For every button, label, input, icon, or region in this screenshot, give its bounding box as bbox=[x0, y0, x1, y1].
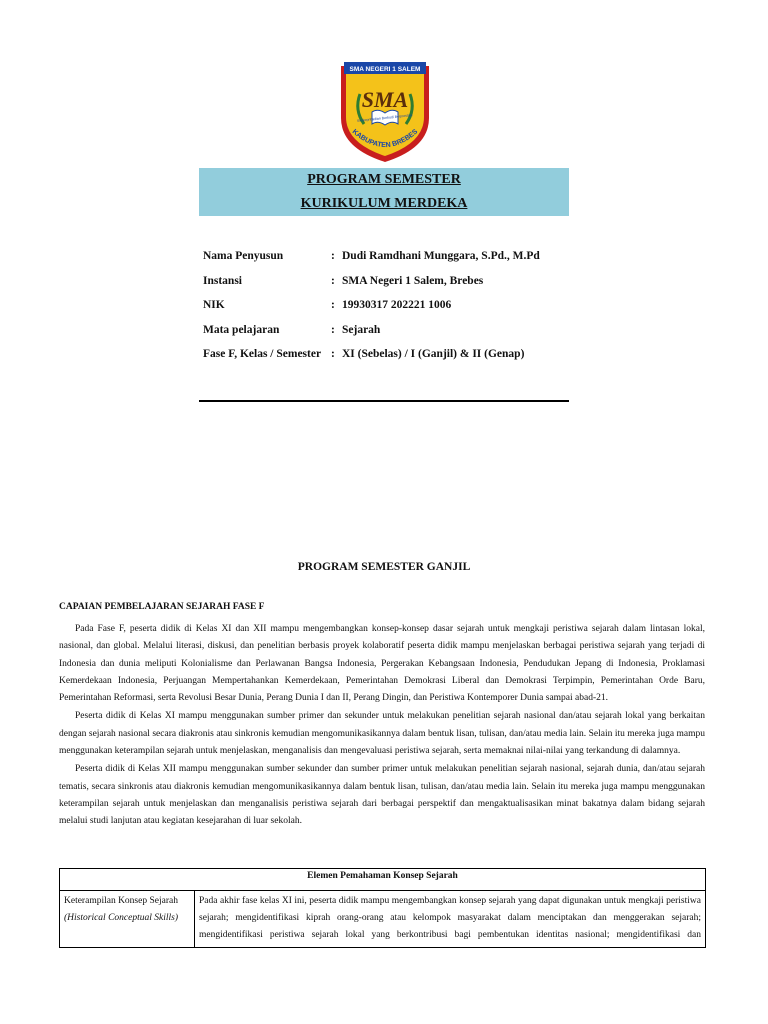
table-key-italic: (Historical Conceptual Skills) bbox=[64, 913, 178, 923]
table-key: Keterampilan Konsep Sejarah bbox=[64, 896, 178, 906]
logo-bottom-text: KABUPATEN BREBES bbox=[350, 128, 420, 150]
elemen-table bbox=[59, 868, 706, 948]
info-value: Sejarah bbox=[342, 323, 381, 336]
section-title: PROGRAM SEMESTER GANJIL bbox=[297, 561, 471, 573]
info-separator: : bbox=[331, 274, 335, 287]
doc-title-line1: PROGRAM SEMESTER bbox=[307, 172, 461, 187]
table-row bbox=[60, 891, 706, 948]
school-logo bbox=[338, 58, 432, 164]
info-separator: : bbox=[331, 323, 335, 336]
doc-title-line2: KURIKULUM MERDEKA bbox=[300, 196, 468, 211]
table-header: Elemen Pemahaman Konsep Sejarah bbox=[60, 869, 706, 891]
title-band bbox=[199, 168, 569, 216]
info-value: 19930317 202221 1006 bbox=[342, 299, 452, 312]
info-label: Nama Penyusun bbox=[203, 250, 284, 262]
info-label: Mata pelajaran bbox=[203, 323, 280, 336]
table-key-cell bbox=[60, 891, 195, 948]
info-value: Dudi Ramdhani Munggara, S.Pd., M.Pd bbox=[342, 250, 540, 262]
info-separator: : bbox=[331, 348, 335, 361]
info-value: XI (Sebelas) / I (Ganjil) & II (Genap) bbox=[342, 348, 525, 361]
logo-top-text: SMA NEGERI 1 SALEM bbox=[349, 66, 421, 73]
paragraph: Peserta didik di Kelas XII mampu menggunakan sumber sekunder dan sumber primer untuk melakukan penelitian sejarah nasional, sejarah dunia, dan/atau sejarah tematis, secara sinkronis atau diakronis kemudian mengomunikasikannya dalam bentuk lisan, tulisan, dan/atau media lain. Selain itu mereka juga mampu menggunakan keterampilan sejarah untuk menjelaskan dan menganalisis peristiwa sejarah dari berbagai perspektif dan mengaktualisasikan minat bakatnya dalam bidang sejarah melalui studi lanjutan atau kegiatan kesejarahan di luar sekolah. bbox=[59, 764, 705, 827]
info-value: SMA Negeri 1 Salem, Brebes bbox=[342, 274, 484, 287]
paragraph: Peserta didik di Kelas XI mampu menggunakan sumber primer dan sekunder untuk melakukan penelitian sejarah nasional dan/atau sejarah lokal yang berkaitan dengan sejarah nasional secara diakronis atau sinkronis kemudian mengomunikasikannya dalam bentuk lisan, tulisan, dan/atau media lain. Selain itu mereka juga mampu menggunakan keterampilan sejarah untuk menjelaskan, menganalisis dan mengevaluasi peristiwa sejarah, serta memaknai nilai-nilai yang terkandung di dalamnya. bbox=[59, 711, 705, 757]
table-value-cell: Pada akhir fase kelas XI ini, peserta didik mampu mengembangkan konsep sejarah yang dapat digunakan untuk mengkaji peristiwa sejarah; mengidentifikasi kiprah orang-orang atau kelompok masyarakat dalam menciptakan dan menggerakan sejarah; mengidentifikasi peristiwa sejarah lokal yang berkontribusi bagi pembentukan identitas nasional; mengidentifikasi dan bbox=[195, 891, 706, 948]
logo-motto: Berkepribadian Berbudi Berprestasi bbox=[357, 113, 413, 123]
capaian-body bbox=[59, 621, 705, 831]
logo-center-text: SMA bbox=[361, 87, 409, 112]
info-separator: : bbox=[331, 299, 335, 312]
capaian-heading: CAPAIAN PEMBELAJARAN SEJARAH FASE F bbox=[59, 602, 265, 612]
info-separator: : bbox=[331, 250, 335, 262]
info-label: Instansi bbox=[203, 274, 242, 287]
info-label: NIK bbox=[203, 299, 225, 312]
divider-line bbox=[199, 400, 569, 402]
paragraph: Pada Fase F, peserta didik di Kelas XI dan XII mampu mengembangkan konsep-konsep dasar sejarah untuk mengkaji peristiwa sejarah dalam lintasan lokal, nasional, dan global. Melalui literasi, diskusi, dan penelitian berbasis proyek kolaboratif peserta didik mampu menjelaskan berbagai peristiwa sejarah yang terjadi di Indonesia dan dunia meliputi Kolonialisme dan Perlawanan Bangsa Indonesia, Pergerakan Kebangsaan Indonesia, Pendudukan Jepang di Indonesia, Proklamasi Kemerdekaan Indonesia, Perjuangan Mempertahankan Kemerdekaan, Pemerintahan Demokrasi Liberal dan Demokrasi Terpimpin, Pemerintahan Orde Baru, Pemerintahan Reformasi, serta Revolusi Besar Dunia, Perang Dunia I dan II, Perang Dingin, dan Peristiwa Kontemporer Dunia sampai abad-21. bbox=[59, 624, 705, 704]
info-label: Fase F, Kelas / Semester bbox=[203, 348, 322, 361]
